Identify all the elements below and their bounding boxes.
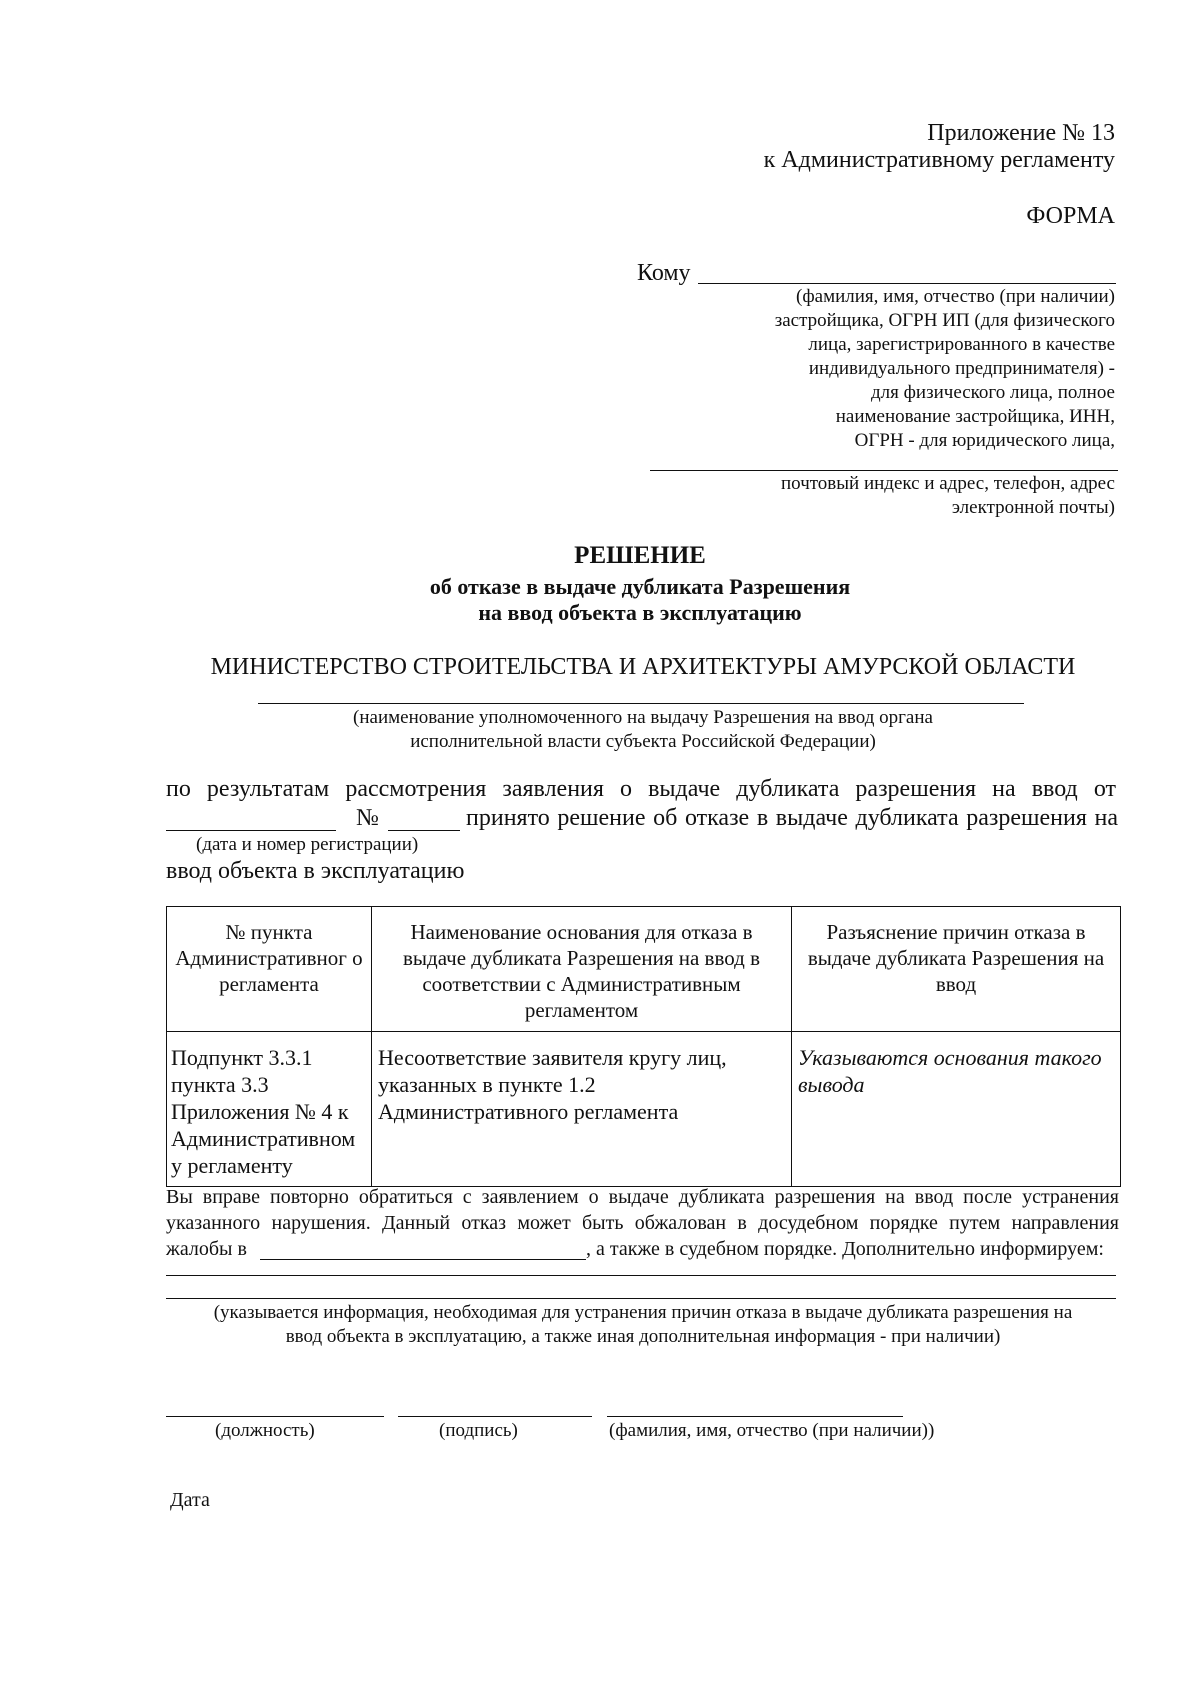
table-header-cell: № пункта Административног о регламента [167,907,372,1032]
date-hint: (дата и номер регистрации) [196,834,419,855]
to-label: Кому [637,260,691,286]
authority-line [258,703,1024,704]
table-header-cell: Разъяснение причин отказа в выдаче дубликата Разрешения на ввод [792,907,1121,1032]
recipient-hint-line: для физического лица, полное [870,382,1115,403]
additional-info-hint [166,1301,1120,1349]
form-label: ФОРМА [1026,203,1115,229]
additional-info-hint-line: (указывается информация, необходимая для устранения причин отказа в выдаче дубликата разрешения на [213,1302,1073,1323]
document-subtitle: об отказе в выдаче дубликата Разрешения [429,574,851,599]
body-line: принято решение об отказе в выдаче дубликата разрешения на [466,805,1118,831]
refusal-reasons-table [166,906,1121,1187]
recipient-hint-line: ОГРН - для юридического лица, [854,430,1115,451]
body-line: ввод объекта в эксплуатацию [166,858,465,884]
recipient-name-line [698,283,1116,284]
recipient-hint-line: лица, зарегистрированного в качестве [808,334,1115,355]
additional-info-line [166,1275,1116,1276]
position-hint: (должность) [215,1420,315,1441]
full-name-line [607,1416,903,1417]
date-label: Дата [170,1489,210,1511]
signature-line [398,1416,592,1417]
recipient-contact-line [650,470,1118,471]
recipient-hint-line: (фамилия, имя, отчество (при наличии) [796,286,1115,307]
number-sign: № [356,805,379,831]
appeal-line: указанного нарушения. Данный отказ может быть обжалован в досудебном порядке путем направления [166,1212,1119,1234]
recipient-hint-line: наименование застройщика, ИНН, [835,406,1115,427]
body-line: по результатам рассмотрения заявления о выдаче дубликата разрешения на ввод от [166,776,1116,802]
table-header-row [167,907,1121,1032]
reason-cell: Несоответствие заявителя кругу лиц, указанных в пункте 1.2 Административного регламента [372,1032,792,1187]
recipient-hint-line: застройщика, ОГРН ИП (для физического [774,310,1115,331]
authority-hint-line: (наименование уполномоченного на выдачу Разрешения на ввод органа [353,707,933,728]
recipient-hint [615,285,1115,453]
regulation-reference: к Административному регламенту [763,147,1115,173]
additional-info-hint-line: ввод объекта в эксплуатацию, а также иная дополнительная информация - при наличии) [285,1326,1001,1347]
recipient-hint-line: индивидуального предпринимателя) - [808,358,1115,379]
additional-info-line [166,1298,1116,1299]
authority-hint-line: исполнительной власти субъекта Российской Федерации) [410,731,876,752]
contact-hint-line: почтовый индекс и адрес, телефон, адрес [781,473,1115,494]
signature-hint: (подпись) [439,1420,518,1441]
appeal-line: Вы вправе повторно обратиться с заявлением о выдаче дубликата разрешения на ввод после устранения [166,1186,1119,1208]
document-title: РЕШЕНИЕ [574,542,706,569]
appeal-body-line [260,1259,586,1260]
full-name-hint: (фамилия, имя, отчество (при наличии)) [609,1420,935,1441]
authority-name: МИНИСТЕРСТВО СТРОИТЕЛЬСТВА И АРХИТЕКТУРЫ АМУРСКОЙ ОБЛАСТИ [210,654,1076,680]
authority-hint [166,706,1120,754]
appeal-line: жалобы в [166,1238,247,1260]
appendix-number: Приложение № 13 [927,120,1115,146]
position-line [166,1416,384,1417]
table-row [167,1032,1121,1187]
appeal-line: , а также в судебном порядке. Дополнительно информируем: [586,1238,1104,1260]
explanation-cell: Указываются основания такого вывода [792,1032,1121,1187]
number-line [388,830,460,831]
contact-hint-line: электронной почты) [951,497,1115,518]
date-line [166,830,336,831]
document-subtitle: на ввод объекта в эксплуатацию [478,600,802,625]
table-header-cell: Наименование основания для отказа в выдаче дубликата Разрешения на ввод в соответствии с Административным регламентом [372,907,792,1032]
clause-cell: Подпункт 3.3.1 пункта 3.3 Приложения № 4 к Административном у регламенту [167,1032,372,1187]
contact-hint [615,472,1115,520]
